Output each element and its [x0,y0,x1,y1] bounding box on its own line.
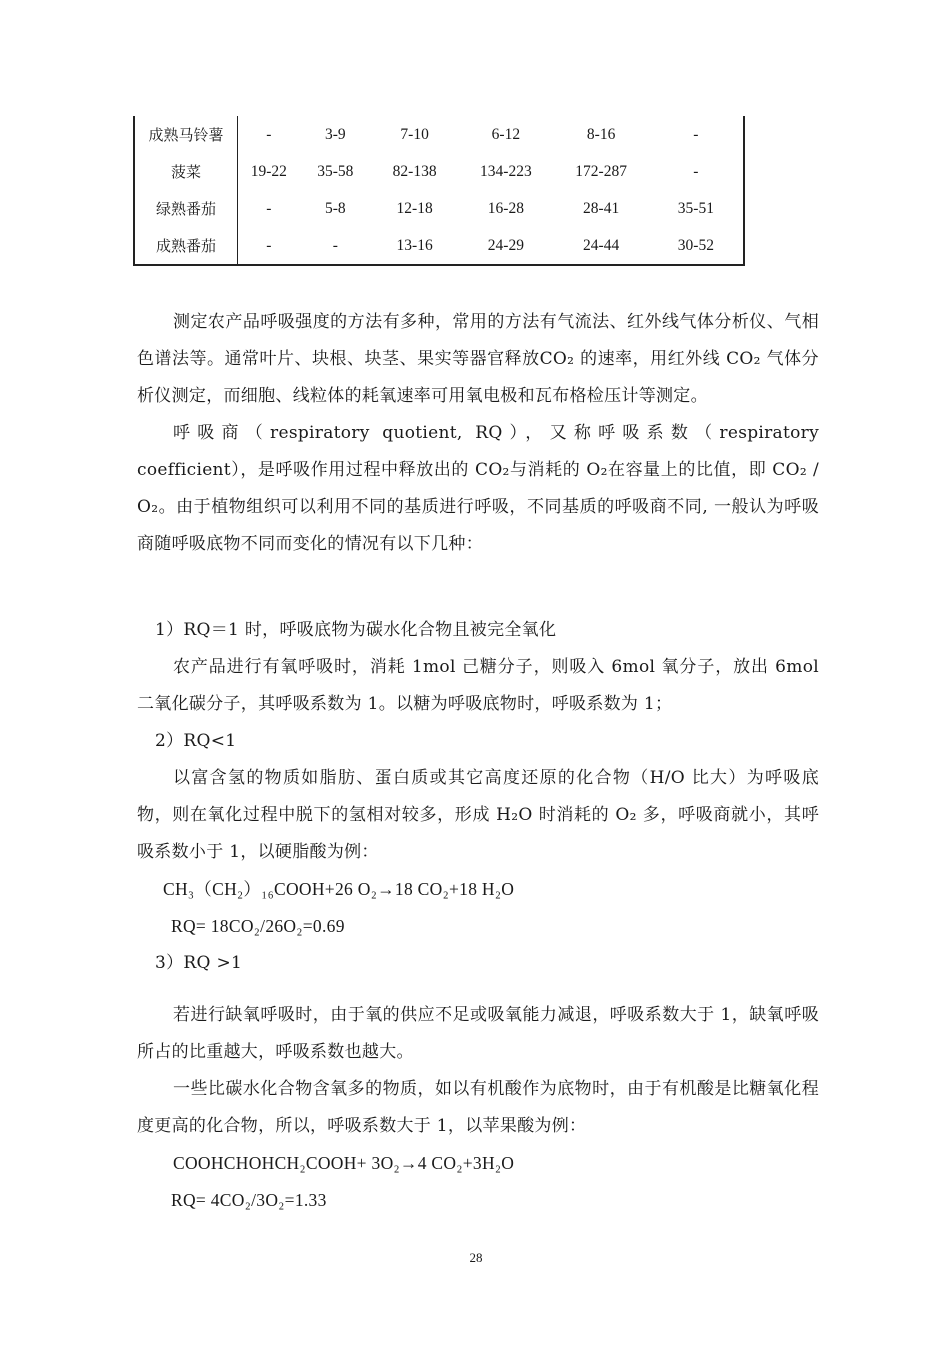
equation-stearic-acid: CH₃（CH₂）₁₆COOH+26 O₂→18 CO₂+18 H₂O [163,879,515,899]
table-cell: 30-52 [649,227,744,265]
table-cell: 82-138 [392,162,437,180]
equation-rq-069: RQ= 18CO₂/26O₂=0.69 [171,916,345,936]
row-label: 成熟马铃薯 [134,116,238,153]
table-cell: 3-9 [324,125,346,143]
heading-rq-greater-1: 3）RQ >1 [155,953,243,973]
page-number: 28 [469,1250,483,1265]
table-cell: 35-58 [317,162,354,180]
table-cell: 172-287 [575,162,627,180]
respiration-rate-table [133,116,745,266]
row-label: 绿熟番茄 [134,190,238,227]
body-text-block-1 [137,304,819,563]
table-row [134,190,744,227]
table-cell: - [649,153,744,190]
table-row [134,116,744,153]
table-cell: - [300,227,371,265]
row-label: 成熟番茄 [134,227,238,265]
table-row [134,227,744,265]
paragraph-aerobic: 农产品进行有氧呼吸时，消耗 1mol 己糖分子，则吸入 6mol 氧分子，放出 6mol 二氧化碳分子，其呼吸系数为 1。以糖为呼吸底物时，呼吸系数为 1； [137,657,819,714]
table-cell: 24-29 [458,227,553,265]
table-cell: 5-8 [324,199,346,217]
table-cell: 35-51 [649,190,744,227]
table-cell: - [266,125,272,143]
body-text-block-2 [137,612,819,982]
table-cell: 28-41 [583,199,620,217]
data-table [133,116,745,266]
table-cell: 134-223 [480,162,532,180]
table-cell: 24-44 [554,227,649,265]
heading-rq-less-1: 2）RQ<1 [155,731,237,751]
body-text-block-3 [137,997,819,1219]
paragraph-organic-acid: 一些比碳水化合物含氧多的物质，如以有机酸作为底物时，由于有机酸是比糖氧化程度更高的化合物，所以，呼吸系数大于 1，以苹果酸为例： [137,1079,819,1136]
paragraph-measurement-methods: 测定农产品呼吸强度的方法有多种，常用的方法有气流法、红外线气体分析仪、气相色谱法等。通常叶片、块根、块茎、果实等器官释放CO₂ 的速率，用红外线 CO₂ 气体分析仪测定，而细胞、线粒体的耗氧速率可用氧电极和瓦布格检压计等测定。 [137,312,819,406]
table-row [134,153,744,190]
equation-rq-133: RQ= 4CO₂/3O₂=1.33 [171,1190,327,1210]
paragraph-respiratory-quotient: 呼吸商（respiratory quotient, RQ），又称呼吸系数（respiratory coefficient），是呼吸作用过程中释放出的 CO₂与消耗的 O₂在容量上的比值，即 CO₂ / O₂。由于植物组织可以利用不同的基质进行呼吸，不同基质的呼吸商不同, 一般认为呼吸商随呼吸底物不同而变化的情况有以下几种： [137,423,819,554]
table-cell: 12-18 [396,199,433,217]
table-cell: - [238,227,300,265]
row-label: 菠菜 [134,153,238,190]
paragraph-fat-substrate: 以富含氢的物质如脂肪、蛋白质或其它高度还原的化合物（H/O 比大）为呼吸底物，则在氧化过程中脱下的氢相对较多，形成 H₂O 时消耗的 O₂ 多，呼吸商就小，其呼吸系数小于 1，以硬脂酸为例： [137,768,819,862]
paragraph-anaerobic: 若进行缺氧呼吸时，由于氧的供应不足或吸氧能力减退，呼吸系数大于 1，缺氧呼吸所占的比重越大，呼吸系数也越大。 [137,1005,819,1062]
table-cell: 13-16 [371,227,458,265]
table-cell: 19-22 [250,162,287,180]
table-cell: - [649,116,744,153]
table-cell: 16-28 [487,199,524,217]
heading-rq-equals-1: 1）RQ＝1 时，呼吸底物为碳水化合物且被完全氧化 [155,620,557,640]
table-cell: 7-10 [400,125,429,143]
table-cell: 8-16 [586,125,616,143]
table-cell: 6-12 [491,125,521,143]
equation-malic-acid: COOHCHOHCH₂COOH+ 3O₂→4 CO₂+3H₂O [173,1153,515,1173]
table-cell: - [266,199,272,217]
